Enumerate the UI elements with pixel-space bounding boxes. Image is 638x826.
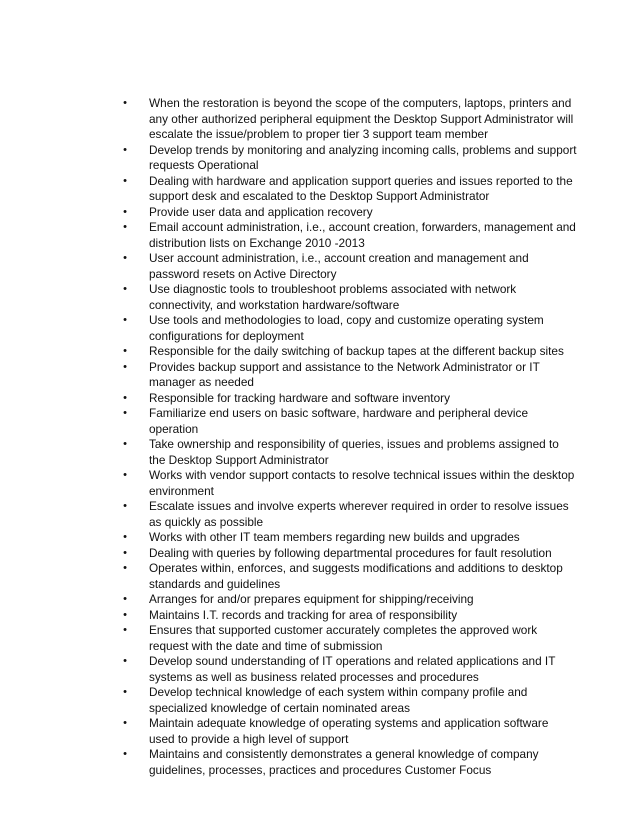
bullet-list-item <box>117 747 577 778</box>
bullet-marker: • <box>123 438 127 450</box>
bullet-list-item <box>117 592 577 608</box>
bullet-item-text: Use tools and methodologies to load, copy and customize operating system configurations for deployment <box>149 313 544 343</box>
bullet-marker: • <box>123 205 127 218</box>
bullet-marker: • <box>123 221 127 233</box>
bullet-marker: • <box>123 717 127 729</box>
bullet-marker: • <box>123 283 127 295</box>
bullet-marker: • <box>123 500 127 512</box>
bullet-marker: • <box>123 624 127 636</box>
bullet-marker: • <box>123 686 127 698</box>
bullet-marker: • <box>123 748 127 760</box>
bullet-item-text: Provide user data and application recovery <box>149 204 373 219</box>
bullet-item-text: Dealing with hardware and application support queries and issues reported to the support desk and escalated to the Desktop Support Administrator <box>149 173 573 203</box>
bullet-list-item <box>117 437 577 468</box>
bullet-item-text: Use diagnostic tools to troubleshoot problems associated with network connectivity, and workstation hardware/software <box>149 282 517 312</box>
responsibilities-bullet-list <box>117 96 577 778</box>
bullet-marker: • <box>123 608 127 621</box>
bullet-list-item <box>117 685 577 716</box>
bullet-list-item <box>117 391 577 407</box>
bullet-list-item <box>117 608 577 624</box>
bullet-list-item <box>117 205 577 221</box>
bullet-item-text: Take ownership and responsibility of queries, issues and problems assigned to the Desktop Support Administrator <box>149 437 559 467</box>
bullet-item-text: Dealing with queries by following departmental procedures for fault resolution <box>149 545 552 560</box>
bullet-item-text: Operates within, enforces, and suggests modifications and additions to desktop standards and guidelines <box>149 561 563 591</box>
bullet-list-item <box>117 530 577 546</box>
bullet-item-text: Responsible for the daily switching of backup tapes at the different backup sites <box>149 344 564 358</box>
bullet-list-item <box>117 96 577 143</box>
bullet-list-item <box>117 282 577 313</box>
bullet-list-item <box>117 174 577 205</box>
bullet-item-text: Develop trends by monitoring and analyzing incoming calls, problems and support requests Operational <box>149 142 577 172</box>
bullet-item-text: Develop sound understanding of IT operations and related applications and IT systems as well as business related processes and procedures <box>149 654 556 684</box>
bullet-marker: • <box>123 252 127 264</box>
bullet-item-text: Arranges for and/or prepares equipment for shipping/receiving <box>149 592 474 606</box>
bullet-marker: • <box>123 97 127 109</box>
bullet-item-text: Responsible for tracking hardware and software inventory <box>149 390 450 405</box>
bullet-item-text: Ensures that supported customer accurately completes the approved work request with the date and time of submission <box>149 623 538 653</box>
bullet-item-text: When the restoration is beyond the scope of the computers, laptops, printers and any other authorized peripheral equipment the Desktop Support Administrator will escalate the issue/problem to proper tier 3 support team member <box>149 96 574 141</box>
bullet-marker: • <box>123 345 127 357</box>
bullet-item-text: Maintains and consistently demonstrates a general knowledge of company guidelines, processes, practices and procedures Customer Focus <box>149 747 539 777</box>
bullet-item-text: Maintains I.T. records and tracking for area of responsibility <box>149 607 458 622</box>
bullet-item-text: User account administration, i.e., account creation and management and password resets on Active Directory <box>149 251 529 281</box>
bullet-item-text: Works with other IT team members regarding new builds and upgrades <box>149 530 520 544</box>
bullet-marker: • <box>123 469 127 481</box>
bullet-marker: • <box>123 407 127 419</box>
bullet-marker: • <box>123 546 127 559</box>
bullet-list-item <box>117 220 577 251</box>
bullet-list-item <box>117 143 577 174</box>
bullet-marker: • <box>123 531 127 543</box>
bullet-item-text: Escalate issues and involve experts wherever required in order to resolve issues as quickly as possible <box>149 499 569 529</box>
bullet-marker: • <box>123 174 127 187</box>
bullet-marker: • <box>123 143 127 156</box>
bullet-list-item <box>117 344 577 360</box>
bullet-marker: • <box>123 655 127 667</box>
bullet-list-item <box>117 623 577 654</box>
bullet-list-item <box>117 251 577 282</box>
bullet-item-text: Develop technical knowledge of each system within company profile and specialized knowledge of certain nominated areas <box>149 685 528 715</box>
bullet-list-item <box>117 561 577 592</box>
bullet-marker: • <box>123 391 127 404</box>
bullet-list-item <box>117 716 577 747</box>
bullet-list-item <box>117 468 577 499</box>
bullet-item-text: Email account administration, i.e., account creation, forwarders, management and distribution lists on Exchange 2010 -2013 <box>149 220 576 250</box>
bullet-list-item <box>117 654 577 685</box>
bullet-item-text: Familiarize end users on basic software, hardware and peripheral device operation <box>149 406 529 436</box>
bullet-item-text: Maintain adequate knowledge of operating systems and application software used to provide a high level of support <box>149 716 549 746</box>
bullet-marker: • <box>123 314 127 326</box>
bullet-marker: • <box>123 562 127 574</box>
bullet-list-item <box>117 313 577 344</box>
bullet-marker: • <box>123 360 127 373</box>
bullet-item-text: Provides backup support and assistance to the Network Administrator or IT manager as needed <box>149 359 540 389</box>
bullet-list-item <box>117 360 577 391</box>
bullet-list-item <box>117 406 577 437</box>
bullet-item-text: Works with vendor support contacts to resolve technical issues within the desktop environment <box>149 468 575 498</box>
bullet-list-item <box>117 546 577 562</box>
bullet-list-item <box>117 499 577 530</box>
bullet-marker: • <box>123 593 127 605</box>
